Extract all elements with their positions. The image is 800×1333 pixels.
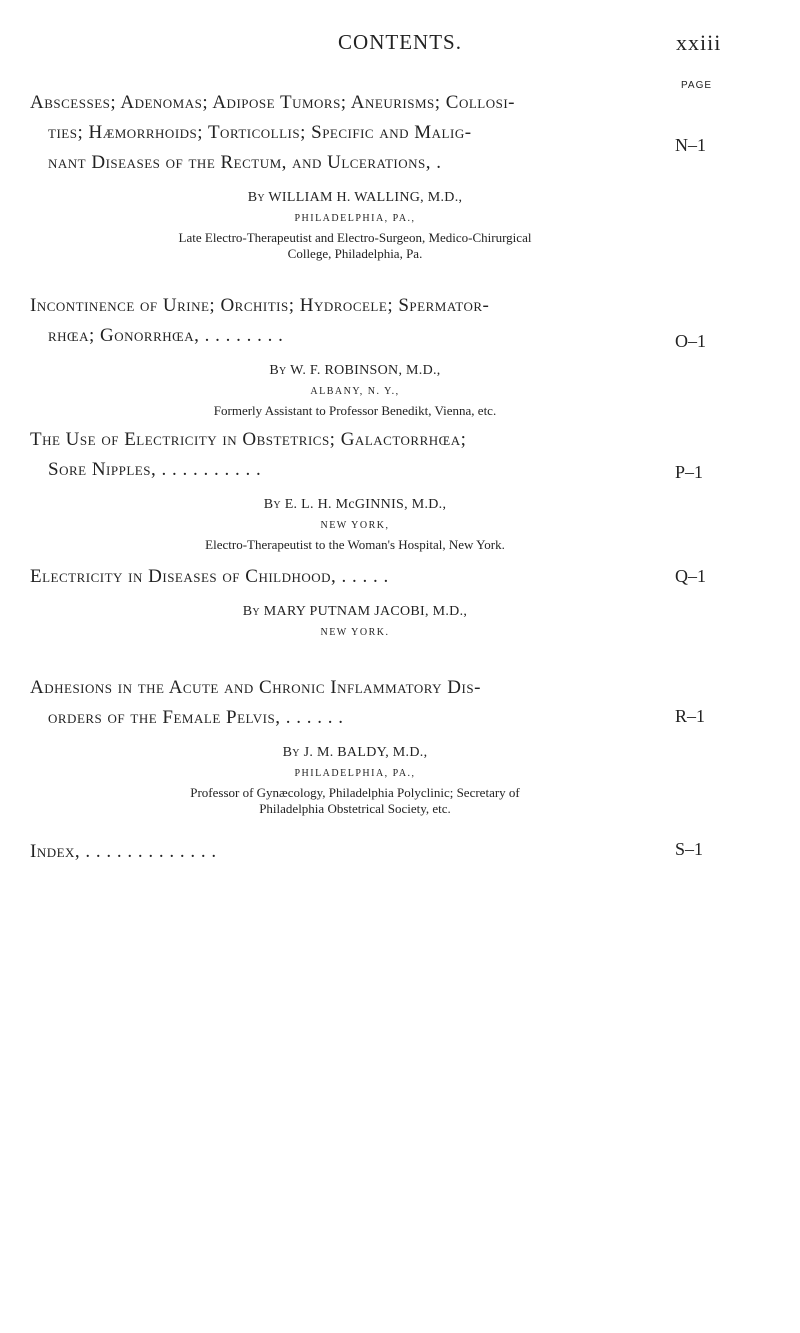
entry-title-line: orders of the Female Pelvis, . . . . . . xyxy=(48,707,344,728)
author-affiliation xyxy=(30,537,680,553)
contents-entry-robinson xyxy=(30,291,770,419)
contents-entry-mcginnis xyxy=(30,425,770,553)
entry-title-line: Index, . . . . . . . . . . . . . xyxy=(30,841,217,862)
contents-entry-jacobi xyxy=(30,562,770,638)
author-place: ALBANY, N. Y., xyxy=(310,386,400,397)
author-affiliation xyxy=(30,785,680,817)
contents-entry-walling xyxy=(30,88,770,262)
author-by-label: By xyxy=(269,363,287,378)
author-place: PHILADELPHIA, PA., xyxy=(294,768,416,779)
author-affiliation xyxy=(30,230,680,262)
author-place: NEW YORK. xyxy=(320,627,390,638)
entry-title-line: nant Diseases of the Rectum, and Ulcerations, . xyxy=(48,152,442,173)
entry-page-ref: Q–1 xyxy=(675,566,706,586)
author-name: MARY PUTNAM JACOBI, M.D., xyxy=(263,604,468,619)
entry-title xyxy=(30,837,640,867)
entry-page-ref: N–1 xyxy=(675,135,706,155)
author-name: E. L. H. McGINNIS, M.D., xyxy=(284,497,447,512)
entry-title-line: Abscesses; Adenomas; Adipose Tumors; Aneurisms; Collosi- xyxy=(30,92,515,113)
author-name: WILLIAM H. WALLING, M.D., xyxy=(268,190,463,205)
affiliation-line: Formerly Assistant to Professor Benedikt, Vienna, etc. xyxy=(213,403,497,418)
entry-author xyxy=(30,604,680,620)
entry-page-ref: S–1 xyxy=(675,839,704,859)
entry-author xyxy=(30,363,680,379)
author-name: J. M. BALDY, M.D., xyxy=(303,745,428,760)
author-by-label: By xyxy=(247,190,265,205)
affiliation-line: Philadelphia Obstetrical Society, etc. xyxy=(259,801,451,816)
author-by-label: By xyxy=(263,497,281,512)
author-by-label: By xyxy=(282,745,300,760)
affiliation-line: Late Electro-Therapeutist and Electro-Surgeon, Medico-Chirurgical xyxy=(178,230,532,245)
author-by-label: By xyxy=(242,604,260,619)
entry-title-line: Incontinence of Urine; Orchitis; Hydrocele; Spermator- xyxy=(30,295,490,316)
page-title: CONTENTS. xyxy=(338,30,462,54)
author-place: NEW YORK, xyxy=(320,520,390,531)
entry-author xyxy=(30,745,680,761)
entry-title xyxy=(30,562,640,592)
author-affiliation xyxy=(30,403,680,419)
page-number: xxiii xyxy=(676,30,722,55)
entry-title xyxy=(30,291,640,351)
contents-entry-baldy xyxy=(30,673,770,817)
entry-title-line: Adhesions in the Acute and Chronic Inflammatory Dis- xyxy=(30,677,481,698)
entry-title-line: ties; Hæmorrhoids; Torticollis; Specific and Malig- xyxy=(48,122,472,143)
page-column-label: PAGE xyxy=(681,80,713,91)
affiliation-line: Electro-Therapeutist to the Woman's Hospital, New York. xyxy=(205,537,505,552)
author-place: PHILADELPHIA, PA., xyxy=(294,213,416,224)
affiliation-line: Professor of Gynæcology, Philadelphia Polyclinic; Secretary of xyxy=(190,785,520,800)
entry-author xyxy=(30,497,680,513)
affiliation-line: College, Philadelphia, Pa. xyxy=(287,246,423,261)
running-head xyxy=(0,30,800,60)
entry-page-ref: R–1 xyxy=(675,706,706,726)
entry-page-ref: O–1 xyxy=(675,331,706,351)
entry-title-line: The Use of Electricity in Obstetrics; Galactorrhœa; xyxy=(30,429,467,450)
entry-title xyxy=(30,88,640,178)
entry-title xyxy=(30,425,640,485)
contents-entry-index xyxy=(30,837,770,867)
entry-title xyxy=(30,673,640,733)
entry-page-ref: P–1 xyxy=(675,462,704,482)
entry-title-line: Electricity in Diseases of Childhood, . . . . . xyxy=(30,566,389,587)
entry-author xyxy=(30,190,680,206)
author-name: W. F. ROBINSON, M.D., xyxy=(290,363,441,378)
entry-title-line: rhœa; Gonorrhœa, . . . . . . . . xyxy=(48,325,284,346)
entry-title-line: Sore Nipples, . . . . . . . . . . xyxy=(48,459,262,480)
